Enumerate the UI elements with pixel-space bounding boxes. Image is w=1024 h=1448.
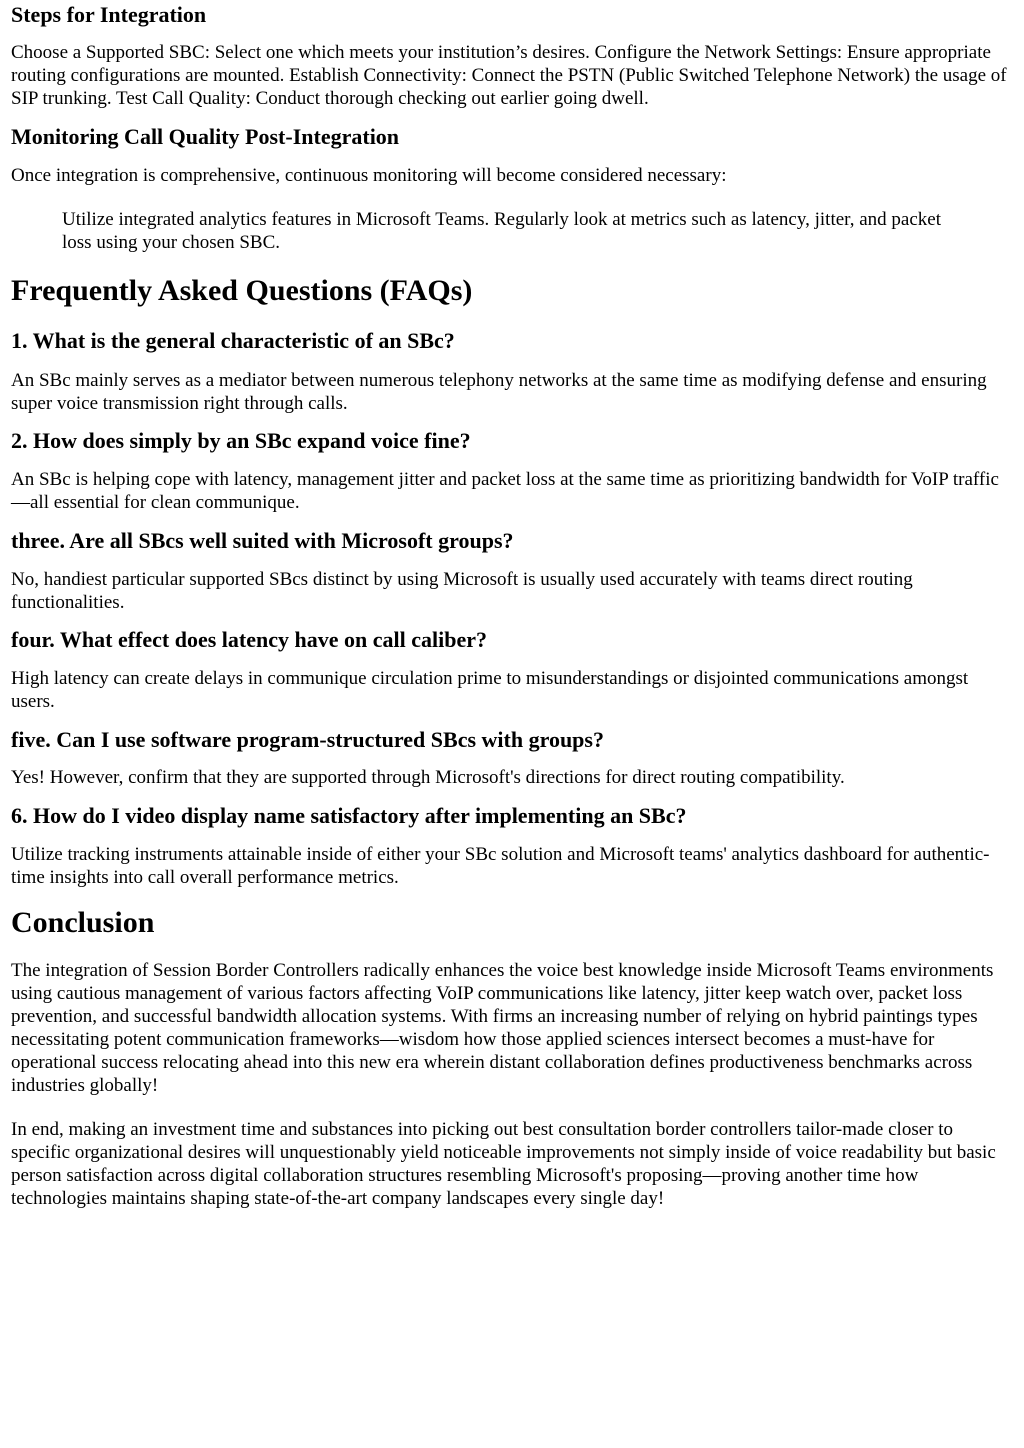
faq-question-4: four. What effect does latency have on call caliber? — [11, 627, 487, 652]
steps-heading: Steps for Integration — [11, 2, 207, 27]
faq-question-3: three. Are all SBcs well suited with Microsoft groups? — [11, 528, 514, 553]
faq-answer-6: Utilize tracking instruments attainable inside of either your SBc solution and Microsoft teams' analytics dashboard for authentic-time insights into call overall performance metrics. — [11, 844, 990, 888]
faq-answer-1: An SBc mainly serves as a mediator between numerous telephony networks at the same time as modifying defense and ensuring super voice transmission right through calls. — [11, 370, 987, 414]
faq-question-1: 1. What is the general characteristic of an SBc? — [11, 328, 455, 353]
monitoring-paragraph: Once integration is comprehensive, continuous monitoring will become considered necessary: — [11, 165, 727, 186]
conclusion-paragraph-1: The integration of Session Border Controllers radically enhances the voice best knowledge inside Microsoft Teams environments using cautious management of various factors affecting VoIP communications like latency, jitter keep watch over, packet loss prevention, and successful bandwidth allocation systems. With firms an increasing number of relying on hybrid paintings types necessitating potent communication frameworks—wisdom how those applied sciences intersect becomes a must-have for operational success relocating ahead into this new era wherein distant collaboration defines productiveness benchmarks across industries globally! — [11, 960, 994, 1096]
faq-heading: Frequently Asked Questions (FAQs) — [11, 274, 473, 307]
article-body — [0, 2, 1024, 1210]
faq-question-6: 6. How do I video display name satisfactory after implementing an SBc? — [11, 803, 687, 828]
conclusion-heading: Conclusion — [11, 906, 155, 939]
faq-question-2: 2. How does simply by an SBc expand voice fine? — [11, 428, 471, 453]
monitoring-blockquote: Utilize integrated analytics features in Microsoft Teams. Regularly look at metrics such as latency, jitter, and packet loss using your chosen SBC. — [62, 209, 942, 253]
faq-question-5: five. Can I use software program-structured SBcs with groups? — [11, 727, 604, 752]
faq-answer-3: No, handiest particular supported SBcs distinct by using Microsoft is usually used accurately with teams direct routing functionalities. — [11, 569, 913, 613]
faq-answer-4: High latency can create delays in communique circulation prime to misunderstandings or disjointed communications amongst users. — [11, 668, 969, 712]
steps-paragraph: Choose a Supported SBC: Select one which meets your institution’s desires. Configure the Network Settings: Ensure appropriate routing configurations are mounted. Establish Connectivity: Connect the PSTN (Public Switched Telephone Network) the usage of SIP trunking. Test Call Quality: Conduct thorough checking out earlier going dwell. — [11, 42, 1007, 109]
faq-answer-5: Yes! However, confirm that they are supported through Microsoft's directions for direct routing compatibility. — [11, 767, 845, 788]
monitoring-heading: Monitoring Call Quality Post-Integration — [11, 124, 400, 149]
faq-answer-2: An SBc is helping cope with latency, management jitter and packet loss at the same time as prioritizing bandwidth for VoIP traffic—all essential for clean communique. — [11, 469, 999, 513]
conclusion-paragraph-2: In end, making an investment time and substances into picking out best consultation border controllers tailor-made closer to specific organizational desires will unquestionably yield noticeable improvements not simply inside of voice readability but basic person satisfaction across digital collaboration structures resembling Microsoft's proposing—proving another time how technologies maintains shaping state-of-the-art company landscapes every single day! — [11, 1119, 996, 1209]
